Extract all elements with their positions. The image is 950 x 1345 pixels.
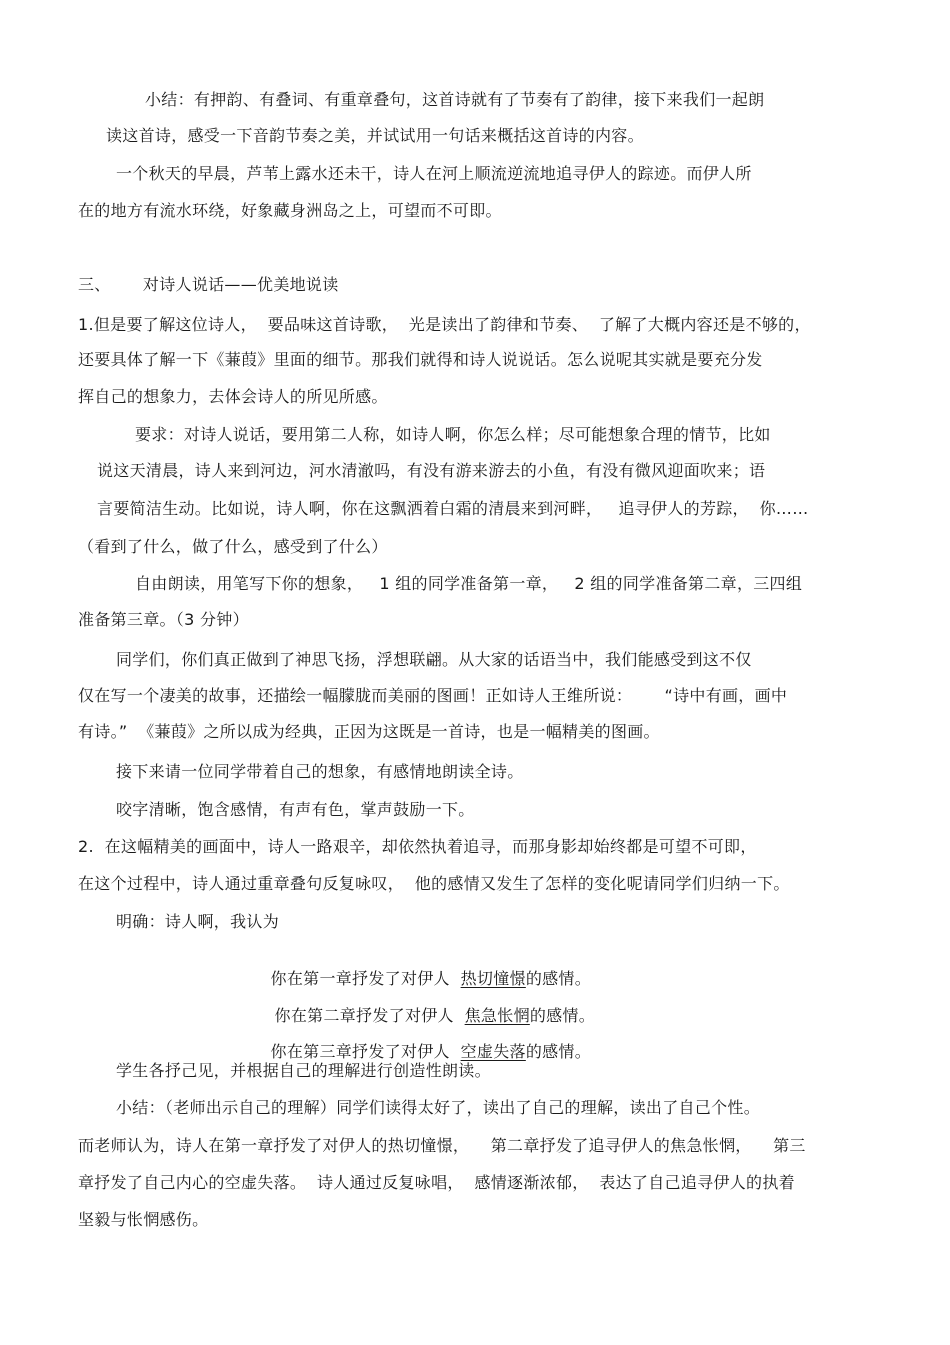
paragraph-line: 接下来请一位同学带着自己的想象，有感情地朗读全诗。 (116, 762, 524, 781)
paragraph-line: 小结：（老师出示自己的理解）同学们读得太好了，读出了自己的理解，读出了自己个性。 (116, 1098, 761, 1117)
paragraph-line: 自由朗读，用笔写下你的想象， 1 组的同学准备第一章， 2 组的同学准备第二章，三四组 (135, 574, 803, 593)
fill-in-prefix: 你在第三章抒发了对伊人 (270, 1042, 461, 1061)
paragraph-line: 在这个过程中，诗人通过重章叠句反复咏叹， 他的感情又发生了怎样的变化呢请同学们归纳一下。 (78, 874, 790, 893)
paragraph-line: 2. 在这幅精美的画面中，诗人一路艰辛，却依然执着追寻，而那身影却始终都是可望不可即， (78, 837, 757, 856)
paragraph-line: 在的地方有流水环绕，好象藏身洲岛之上，可望而不可即。 (78, 201, 502, 220)
fill-in-prefix: 你在第一章抒发了对伊人 (270, 969, 461, 988)
paragraph-line: 同学们，你们真正做到了神思飞扬，浮想联翩。从大家的话语当中，我们能感受到这不仅 (116, 650, 752, 669)
paragraph-line: 明确：诗人啊，我认为 (116, 912, 280, 931)
fill-in-suffix: 的感情。 (529, 1006, 596, 1025)
fill-in-answer: 热切憧憬 (460, 969, 526, 988)
paragraph-line: 而老师认为，诗人在第一章抒发了对伊人的热切憧憬， 第二章抒发了追寻伊人的焦急怅惘， 第三 (78, 1136, 806, 1155)
fill-in-suffix: 的感情。 (525, 1042, 592, 1061)
paragraph-line: 还要具体了解一下《蒹葭》里面的细节。那我们就得和诗人说说话。怎么说呢其实就是要充分发 (78, 350, 763, 369)
paragraph-line: 要求：对诗人说话，要用第二人称，如诗人啊，你怎么样；尽可能想象合理的情节，比如 (135, 425, 771, 444)
paragraph-line: 准备第三章。（3 分钟） (78, 610, 249, 629)
paragraph-line: 坚毅与怅惘感伤。 (78, 1210, 209, 1229)
fill-in-suffix: 的感情。 (525, 969, 592, 988)
fill-in-answer: 空虚失落 (460, 1042, 526, 1061)
paragraph-line: （看到了什么，做了什么，感受到了什么） (78, 537, 388, 556)
paragraph-line: 咬字清晰，饱含感情，有声有色，掌声鼓励一下。 (116, 800, 475, 819)
paragraph-line: 1.但是要了解这位诗人， 要品味这首诗歌， 光是读出了韵律和节奏、 了解了大概内容还是不够的， (78, 315, 811, 334)
paragraph-line: 说这天清晨，诗人来到河边，河水清澈吗，有没有游来游去的小鱼，有没有微风迎面吹来；语 (97, 461, 766, 480)
paragraph-line: 挥自己的想象力，去体会诗人的所见所感。 (78, 387, 388, 406)
paragraph-line: 学生各抒己见，并根据自己的理解进行创造性朗读。 (116, 1061, 491, 1080)
paragraph-line: 言要简洁生动。比如说，诗人啊，你在这飘洒着白霜的清晨来到河畔， 追寻伊人的芳踪， 你…… (97, 499, 809, 518)
paragraph-line: 一个秋天的早晨，芦苇上露水还未干，诗人在河上顺流逆流地追寻伊人的踪迹。而伊人所 (116, 164, 752, 183)
paragraph-line: 小结：有押韵、有叠词、有重章叠句，这首诗就有了节奏有了韵律，接下来我们一起朗 (145, 90, 765, 109)
paragraph-line: 有诗。” 《蒹葭》之所以成为经典，正因为这既是一首诗，也是一幅精美的图画。 (78, 722, 660, 741)
paragraph-line: 仅在写一个凄美的故事，还描绘一幅朦胧而美丽的图画！正如诗人王维所说： “诗中有画，画中 (78, 686, 788, 705)
paragraph-line: 读这首诗，感受一下音韵节奏之美，并试试用一句话来概括这首诗的内容。 (106, 126, 644, 145)
fill-in-answer: 焦急怅惘 (464, 1006, 530, 1025)
section-heading: 三、 对诗人说话——优美地说读 (78, 275, 339, 294)
paragraph-line: 章抒发了自己内心的空虚失落。 诗人通过反复咏唱， 感情逐渐浓郁， 表达了自己追寻伊人的执着 (78, 1173, 795, 1192)
fill-in-prefix: 你在第二章抒发了对伊人 (274, 1006, 465, 1025)
